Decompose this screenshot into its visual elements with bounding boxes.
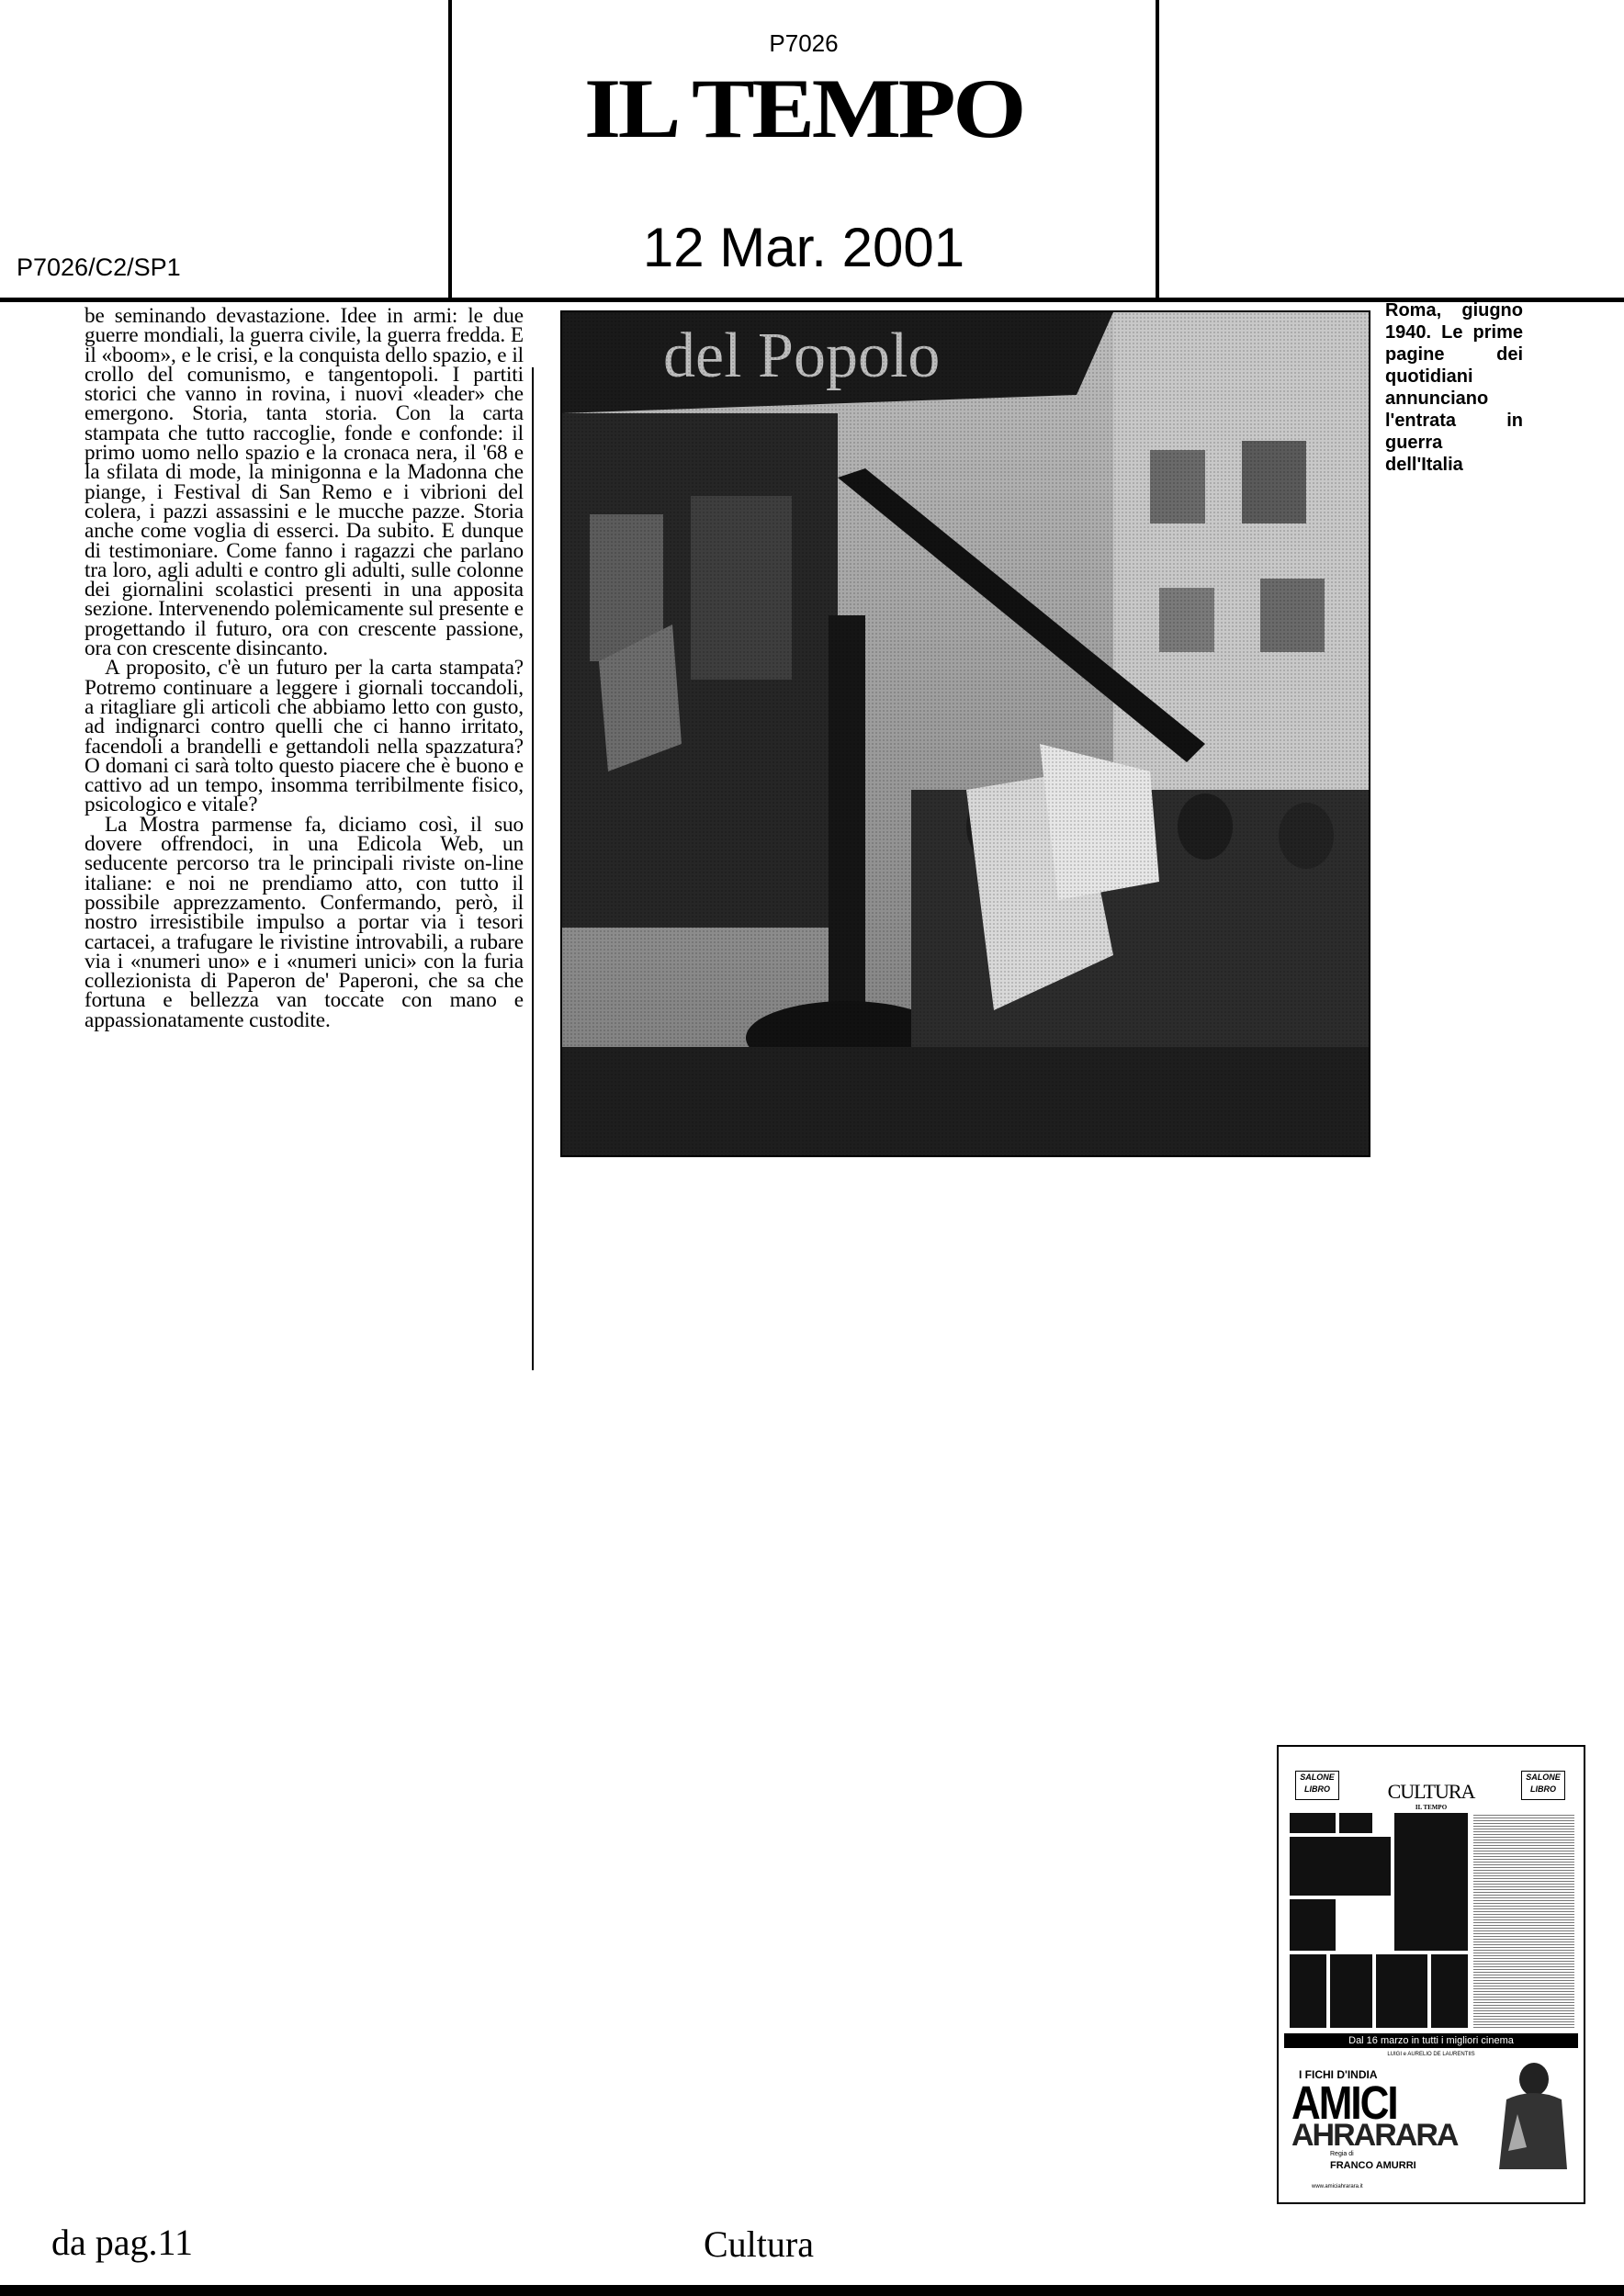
publication-code: P7026 (769, 29, 839, 57)
thumbnail-url: www.amiciahrarara.it (1312, 2184, 1363, 2189)
thumbnail-block (1376, 1954, 1427, 2028)
newsstand-photo (560, 310, 1370, 1157)
article-paragraph: be seminando devastazione. Idee in armi: le due guerre mondiali, la guerra civile, la guerra fredda. E il «boom», e le crisi, e la conquista dello spazio, e il crollo del comunismo, e tangentopoli. I partiti storici che vanno in rovina, i nuovi «leader» che emergono. Storia, tanta storia. Con la carta stampata che tutto raccoglie, fonde e confonde: il primo uomo nello spazio e la cronaca nera, il '68 e la sfilata di mode, la minigonna e la Madonna che piange, i Festival di San Remo e i vibrioni del colera, i pazzi assassini e le mucche pazze. Storia anche come voglia di esserci. Da subito. E dunque di testimoniare. Come fanno i ragazzi che parlano tra loro, agli adulti e contro gli adulti, sulle colonne dei giornalini scolastici presenti in una apposita sezione. Intervenendo polemicamente sul presente e progettando il futuro, ora con crescente passione, ora con crescente disincanto. (85, 304, 524, 661)
article-paragraph: La Mostra parmense fa, diciamo così, il suo dovere offrendoci, in una Edicola Web, un seducente percorso tra le principali riviste on-line italiane: e noi ne prendiamo atto, con tutto il possibile apprezzamento. Confermando, però, il nostro irresistibile impulso a portar via i tesori cartacei, a trafugare le rivistine introvabili, a rubare via i «numeri uno» e i «numeri unici» con la furia collezionista di Paperon de' Paperoni, che sa che fortuna e bellezza van toccate con mano e appassionatamente custodite. (85, 812, 524, 1032)
thumbnail-text-column (1473, 1813, 1574, 2028)
thumbnail-block (1290, 1954, 1326, 2028)
masthead: IL TEMPO (584, 62, 1023, 155)
thumbnail-director-label: Regia di (1330, 2151, 1354, 2157)
section-label: Cultura (704, 2223, 814, 2265)
footer-bar (0, 2285, 1624, 2296)
photo-caption: Roma, giugno 1940. Le prime pagine dei quotidiani annunciano l'entrata in guerra dell'Italia (1385, 300, 1523, 475)
thumbnail-director: FRANCO AMURRI (1330, 2160, 1416, 2171)
article-paragraph: A proposito, c'è un futuro per la carta stampata? Potremo continuare a leggere i giornali toccandoli, a ritagliare gli articoli che abbiamo letto con gusto, ad indignarci contro quelli che ci hanno irritato, facendoli a brandelli e gettandoli nella spazzatura? O domani ci sarà tolto questo piacere che è buono e cattivo ad un tempo, insomma terribilmente fisico, psicologico e vitale? (85, 656, 524, 817)
thumbnail-producer: LUIGI e AURELIO DE LAURENTIIS (1387, 2052, 1475, 2057)
thumbnail-film-subtitle: I FICHI D'INDIA (1299, 2068, 1378, 2081)
thumbnail-section: CULTURA (1387, 1780, 1475, 1803)
thumbnail-block (1394, 1813, 1468, 1951)
thumbnail-banner: Dal 16 marzo in tutti i migliori cinema (1284, 2033, 1578, 2048)
thumbnail-block (1330, 1954, 1372, 2028)
thumbnail-block (1339, 1813, 1372, 1833)
page-thumbnail (1277, 1745, 1585, 2204)
column-rule (532, 367, 534, 1370)
document-code: P7026/C2/SP1 (17, 253, 181, 281)
header-rule-bottom (0, 298, 1624, 302)
thumbnail-film-title-2: AHRARARA (1291, 2118, 1458, 2153)
article-body (85, 304, 524, 1032)
thumbnail-logo-left: SALONE LIBRO (1295, 1771, 1339, 1800)
thumbnail-figure (1490, 2059, 1573, 2178)
thumbnail-film-title: AMICI (1291, 2077, 1397, 2130)
photo-image (562, 312, 1370, 1157)
thumbnail-logo-right: SALONE LIBRO (1521, 1771, 1565, 1800)
thumbnail-block (1290, 1813, 1336, 1833)
publication-date: 12 Mar. 2001 (642, 217, 965, 278)
thumbnail-paper: IL TEMPO (1415, 1804, 1448, 1811)
thumbnail-block (1290, 1899, 1336, 1951)
thumbnail-block (1431, 1954, 1468, 2028)
page-reference: da pag.11 (51, 2222, 194, 2263)
thumbnail-block (1290, 1837, 1391, 1896)
